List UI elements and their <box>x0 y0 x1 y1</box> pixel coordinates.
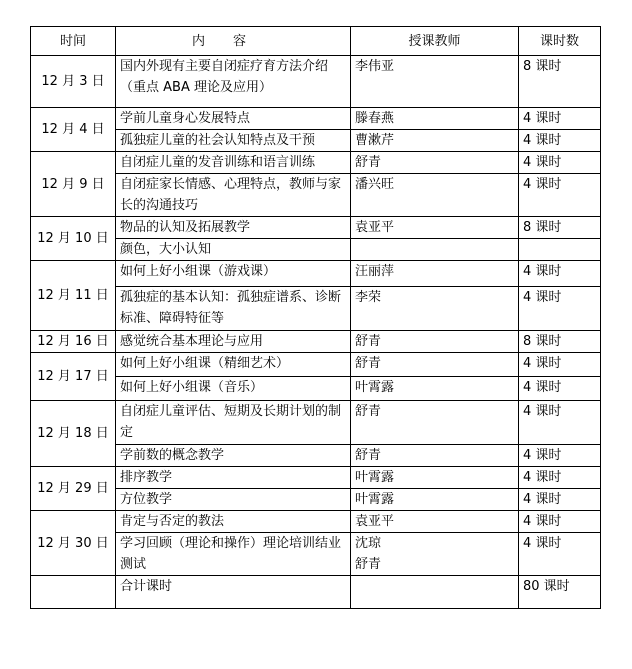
table-row <box>31 239 601 261</box>
table-row <box>31 331 601 353</box>
date-cell <box>31 576 116 609</box>
teacher-cell: 舒青 <box>351 331 519 353</box>
date-cell: 12 月 11 日 <box>31 261 116 331</box>
content-cell: 学前数的概念教学 <box>116 445 351 467</box>
table-row <box>31 56 601 108</box>
content-cell: 感觉统合基本理论与应用 <box>116 331 351 353</box>
table-row <box>31 511 601 533</box>
date-cell: 12 月 3 日 <box>31 56 116 108</box>
teacher-cell: 叶霄露 <box>351 377 519 401</box>
teacher-cell: 舒青 <box>351 401 519 445</box>
content-cell: 自闭症家长情感、心理特点，教师与家长的沟通技巧 <box>116 174 351 217</box>
date-cell: 12 月 10 日 <box>31 217 116 261</box>
teacher-cell: 叶霄露 <box>351 467 519 489</box>
teacher-cell: 潘兴旺 <box>351 174 519 217</box>
hours-cell: 4 课时 <box>519 445 601 467</box>
table-row <box>31 489 601 511</box>
content-cell: 排序教学 <box>116 467 351 489</box>
hours-cell: 4 课时 <box>519 130 601 152</box>
hours-cell: 4 课时 <box>519 377 601 401</box>
content-cell: 学习回顾（理论和操作）理论培训结业测试 <box>116 533 351 576</box>
teacher-cell: 叶霄露 <box>351 489 519 511</box>
date-cell: 12 月 30 日 <box>31 511 116 576</box>
hours-cell: 8 课时 <box>519 56 601 108</box>
table-row <box>31 174 601 217</box>
header-teacher: 授课教师 <box>351 27 519 56</box>
hours-cell: 8 课时 <box>519 217 601 239</box>
teacher-cell: 袁亚平 <box>351 217 519 239</box>
content-cell: 国内外现有主要自闭症疗育方法介绍（重点 ABA 理论及应用） <box>116 56 351 108</box>
table-row <box>31 401 601 445</box>
table-row <box>31 533 601 576</box>
date-cell: 12 月 9 日 <box>31 152 116 217</box>
teacher-cell: 舒青 <box>351 445 519 467</box>
table-row <box>31 445 601 467</box>
date-cell: 12 月 16 日 <box>31 331 116 353</box>
hours-cell: 4 课时 <box>519 401 601 445</box>
content-cell: 物品的认知及拓展教学 <box>116 217 351 239</box>
teacher-cell: 李伟亚 <box>351 56 519 108</box>
hours-cell: 4 课时 <box>519 152 601 174</box>
content-cell: 学前儿童身心发展特点 <box>116 108 351 130</box>
content-cell: 自闭症儿童评估、短期及长期计划的制定 <box>116 401 351 445</box>
date-cell: 12 月 4 日 <box>31 108 116 152</box>
hours-cell: 4 课时 <box>519 261 601 287</box>
table-row <box>31 152 601 174</box>
hours-cell: 4 课时 <box>519 467 601 489</box>
table-row <box>31 377 601 401</box>
hours-cell: 8 课时 <box>519 331 601 353</box>
teacher-cell: 沈琼 舒青 <box>351 533 519 576</box>
hours-cell: 4 课时 <box>519 353 601 377</box>
header-date: 时间 <box>31 27 116 56</box>
hours-cell <box>519 239 601 261</box>
teacher-cell: 滕春燕 <box>351 108 519 130</box>
hours-cell: 4 课时 <box>519 489 601 511</box>
date-cell: 12 月 29 日 <box>31 467 116 511</box>
header-row <box>31 27 601 56</box>
table-row <box>31 467 601 489</box>
table-row <box>31 287 601 331</box>
hours-cell: 80 课时 <box>519 576 601 609</box>
hours-cell: 4 课时 <box>519 287 601 331</box>
table-row <box>31 108 601 130</box>
table-row <box>31 217 601 239</box>
date-cell: 12 月 17 日 <box>31 353 116 401</box>
teacher-cell: 李荣 <box>351 287 519 331</box>
content-cell: 肯定与否定的教法 <box>116 511 351 533</box>
table-row <box>31 576 601 609</box>
teacher-cell <box>351 239 519 261</box>
content-cell: 如何上好小组课（精细艺术） <box>116 353 351 377</box>
content-cell: 合计课时 <box>116 576 351 609</box>
hours-cell: 4 课时 <box>519 108 601 130</box>
content-cell: 如何上好小组课（游戏课） <box>116 261 351 287</box>
teacher-cell: 袁亚平 <box>351 511 519 533</box>
schedule-body <box>31 56 601 609</box>
teacher-cell: 汪丽萍 <box>351 261 519 287</box>
hours-cell: 4 课时 <box>519 533 601 576</box>
table-row <box>31 261 601 287</box>
content-cell: 颜色，大小认知 <box>116 239 351 261</box>
date-cell: 12 月 18 日 <box>31 401 116 467</box>
teacher-cell: 舒青 <box>351 353 519 377</box>
teacher-cell: 曹漱芹 <box>351 130 519 152</box>
content-cell: 方位教学 <box>116 489 351 511</box>
header-content: 内容 <box>116 27 351 56</box>
teacher-cell <box>351 576 519 609</box>
teacher-cell: 舒青 <box>351 152 519 174</box>
course-schedule-table <box>30 26 601 609</box>
header-hours: 课时数 <box>519 27 601 56</box>
hours-cell: 4 课时 <box>519 511 601 533</box>
table-row <box>31 130 601 152</box>
content-cell: 如何上好小组课（音乐） <box>116 377 351 401</box>
table-row <box>31 353 601 377</box>
content-cell: 自闭症儿童的发音训练和语言训练 <box>116 152 351 174</box>
content-cell: 孤独症的基本认知：孤独症谱系、诊断标准、障碍特征等 <box>116 287 351 331</box>
hours-cell: 4 课时 <box>519 174 601 217</box>
content-cell: 孤独症儿童的社会认知特点及干预 <box>116 130 351 152</box>
